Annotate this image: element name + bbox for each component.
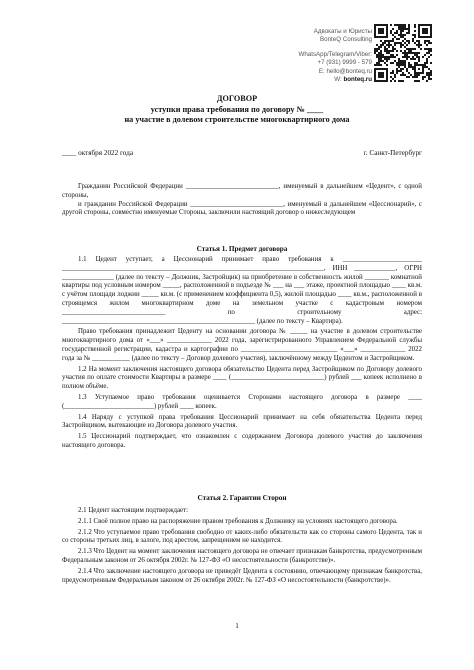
preamble-cessionary: и гражданин Российской Федерации ___________________________, именуемый в дальнейшем «Цессионарий», с другой стороны, совместно именуемые Стороны, заключили настоящий договор о нижеследующем bbox=[62, 200, 422, 217]
article2-body bbox=[62, 507, 422, 585]
document-title bbox=[60, 94, 414, 126]
clause-1-5: 1.5 Цессионарий подтверждает, что ознакомлен с содержанием Договора долевого участия до заключения настоящего договора. bbox=[62, 433, 422, 449]
preamble bbox=[62, 183, 422, 218]
clause-2-1-3: 2.1.3 Что Цедент на момент заключения настоящего договора не отвечает признакам банкротства, предусмотренным Федеральным законом от 26 октября 2002г. № 127-ФЗ «О несостоятельности (банкротстве)». bbox=[62, 548, 422, 564]
company-email: E: hello@bonteq.ru bbox=[318, 67, 372, 75]
clause-1-2: 1.2 На момент заключения настоящего договора обязательство Цедента перед Застройщиком по Договору долевого участия по оплате стоимости Квартиры в размере ____ (___________________________) рублей ___ копеек исполнено в полном объёме. bbox=[62, 365, 422, 391]
clause-2-1: 2.1 Цедент настоящим подтверждает: bbox=[78, 507, 189, 514]
title-line2: уступки права требования по договору № ____ bbox=[150, 104, 324, 114]
clause-1-4: 1.4 Наряду с уступкой права требования Цессионарий принимает на себя обязательства Цедента перед Застройщиком, вытекающие из Договора долевого участия. bbox=[62, 413, 422, 430]
contract-city: г. Санкт-Петербург bbox=[363, 149, 422, 157]
article1-heading: Статья 1. Предмет договора bbox=[196, 245, 288, 253]
clause-2-1-4: 2.1.4 Что заключение настоящего договора не приведёт Цедента к состоянию, отвечающему признакам банкротства, предусмотренным Федеральным законом от 26 октября 2002г. № 127-ФЗ «О несостоятельности (банкротстве)». bbox=[62, 567, 422, 584]
company-header bbox=[252, 28, 372, 84]
qr-code-icon bbox=[374, 24, 432, 82]
clause-2-1-1: 2.1.1 Своё полное право на распоряжение правом требования к Должнику на условиях настоящего договора. bbox=[78, 517, 398, 525]
company-phone: +7 (931) 9999 - 579 bbox=[317, 59, 372, 67]
title-line3: на участие в долевом строительстве многоквартирного дома bbox=[124, 115, 350, 125]
article1-body bbox=[62, 256, 422, 451]
company-name-line2: BonteQ Consulting bbox=[320, 36, 372, 44]
company-web: W: bonteq.ru bbox=[334, 76, 372, 84]
clause-basis: Право требования принадлежит Цеденту на основании договора № _____ на участие в долевом строительстве многоквартирного дома от «___» _____________ 2022 года, зарегистрированного Управлением Федеральной службы государственной регистрации, кадастра и картографии по ____________________________ «___» _____________ 2022 года за № ___________ (далее по тексту – Договор долевого участия), заключённому между Цедентом и Застройщиком. bbox=[62, 328, 422, 362]
article2-heading: Статья 2. Гарантии Сторон bbox=[197, 494, 287, 502]
contract-date: ____ октября 2022 года bbox=[62, 149, 134, 157]
contact-label: WhatsApp/Telegram/Viber: bbox=[298, 50, 372, 58]
page-number: 1 bbox=[235, 622, 239, 630]
preamble-cedent: Гражданин Российской Федерации ___________________________, именуемый в дальнейшем «Цедент», с одной стороны, bbox=[62, 183, 422, 199]
clause-1-3: 1.3 Уступаемое право требования оценивается Сторонами настоящего договора в размере ____ (__________________________) рублей ____ копеек. bbox=[62, 393, 422, 410]
company-name-line1: Адвокаты и Юристы bbox=[313, 28, 372, 35]
title-line1: ДОГОВОР bbox=[216, 94, 258, 103]
clause-2-1-2: 2.1.2 Что уступаемое право требования свободно от каких-либо обязательств как со стороны самого Цедента, так и со стороны третьих лиц, в залоге, под арестом, запрещением не находится. bbox=[62, 528, 422, 545]
clause-1-1: 1.1 Цедент уступает, а Цессионарий принимает право требования к _______________________ ____________________________________________________________________________, ИНН ____________, ОГРН _______________ (далее по тексту – Должник, Застройщик) на приобретение в собственность жилой _______ комнатной квартиры под условным номером _____, расположенной в подъезде № ___ на ___ этаже, проектной площадью ____ кв.м. с учётом площади лоджии _____ кв.м. (с применением коэффициента 0,5), жилой площадью ____ кв.м., расположенной в строящемся жилом многоквартирном доме на земельном участке с кадастровым номером ______________________________ по строительному адрес: ________________________________________________________ (далее по тексту – Квартира). bbox=[62, 256, 422, 325]
